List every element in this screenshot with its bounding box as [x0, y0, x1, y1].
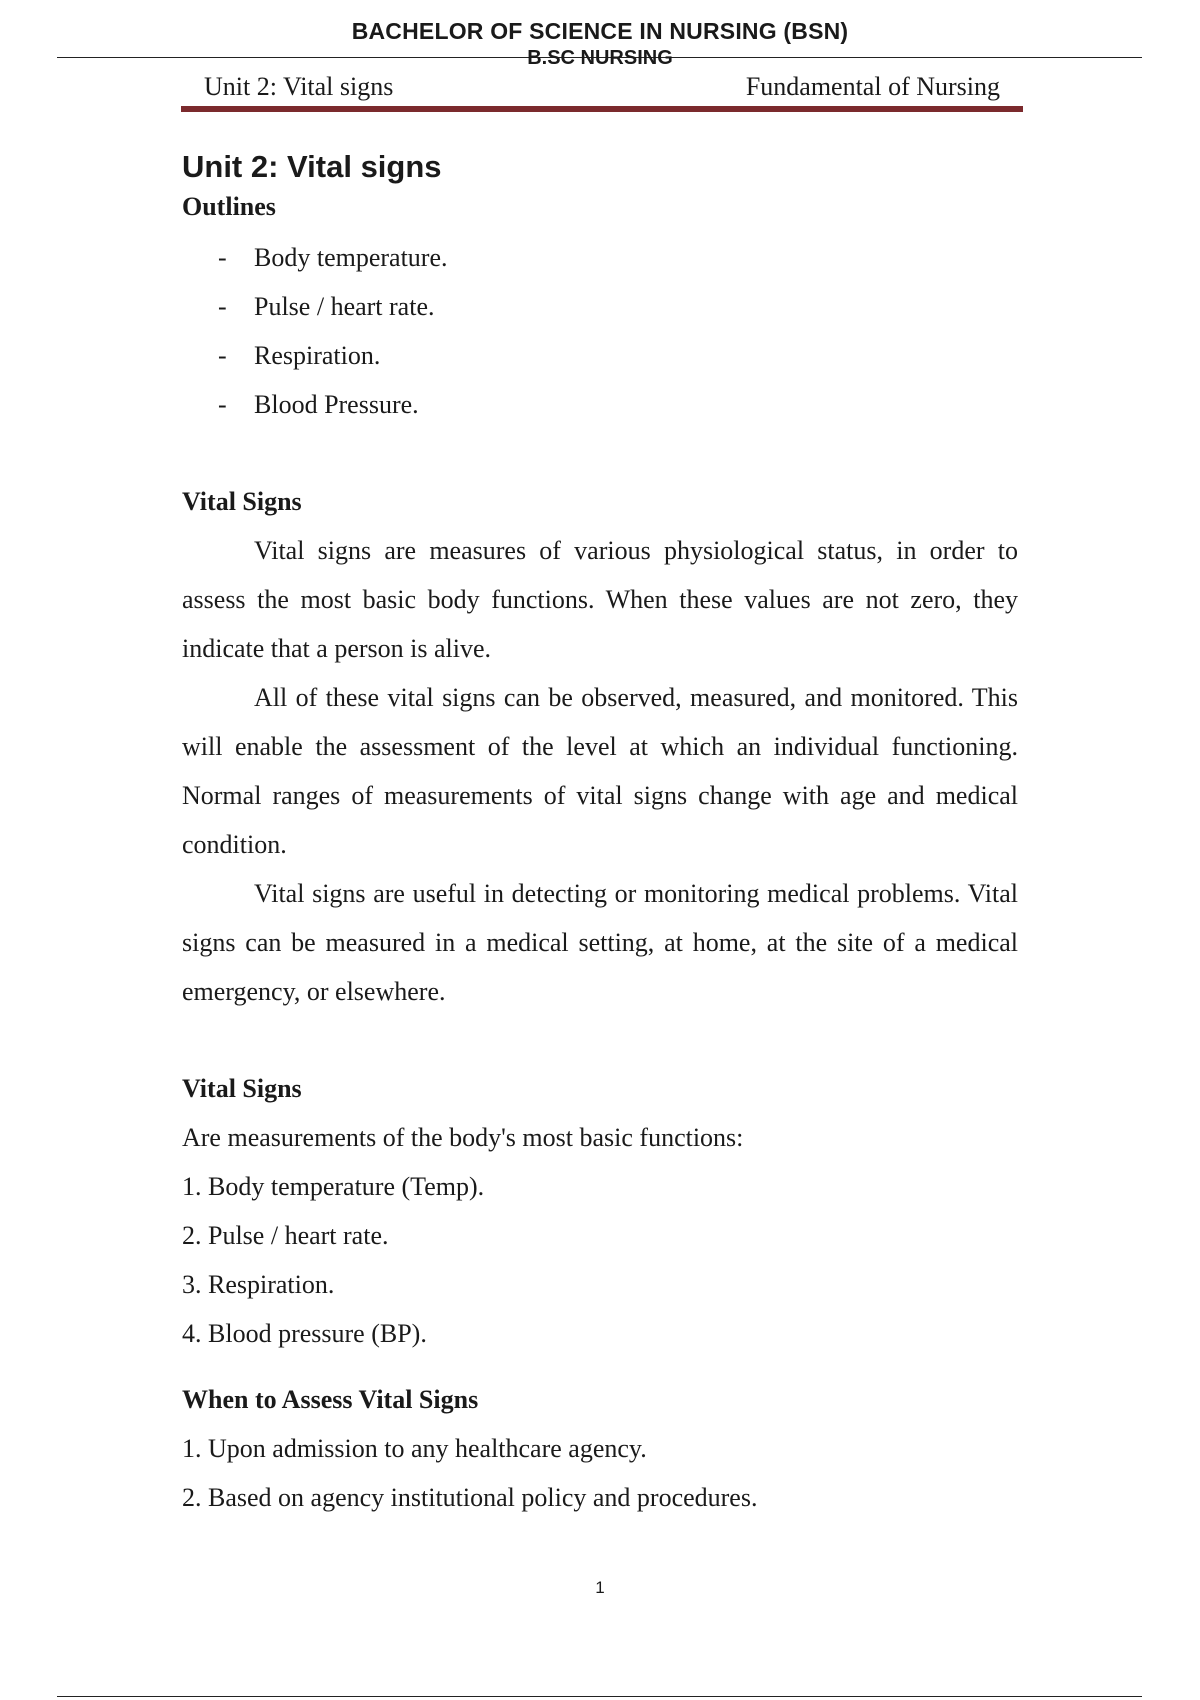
outlines-label: Outlines	[182, 192, 276, 221]
document-header-title: BACHELOR OF SCIENCE IN NURSING (BSN)	[351, 18, 849, 44]
outline-item: - Blood Pressure.	[182, 380, 1018, 429]
section-heading-vital-signs-measurements: Vital Signs	[182, 1074, 302, 1103]
paragraph: Vital signs are useful in detecting or monitoring medical problems. Vital signs can be measured in a medical setting, at home, at the site of a medical emergency, or elsewhere.	[182, 879, 1018, 1006]
numbered-item: 2. Based on agency institutional policy and procedures.	[182, 1483, 758, 1512]
outline-item: - Pulse / heart rate.	[182, 282, 1018, 331]
page-number: 1	[595, 1578, 605, 1597]
numbered-item: 1. Upon admission to any healthcare agency.	[182, 1434, 647, 1463]
document-header-subtitle: B.SC NURSING	[527, 47, 673, 69]
paragraph: All of these vital signs can be observed, measured, and monitored. This will enable the assessment of the level at which an individual functioning. Normal ranges of measurements of vital signs change with age and medical condition.	[182, 683, 1018, 859]
unit-title: Unit 2: Vital signs	[182, 149, 442, 184]
numbered-item: 3. Respiration.	[182, 1270, 335, 1299]
numbered-item: 4. Blood pressure (BP).	[182, 1319, 427, 1348]
section-heading-when-to-assess: When to Assess Vital Signs	[182, 1385, 479, 1414]
running-head-unit: Unit 2: Vital signs	[204, 72, 394, 101]
section-intro: Are measurements of the body's most basic functions:	[182, 1123, 744, 1152]
outline-list	[182, 233, 1018, 429]
running-head-course: Fundamental of Nursing	[745, 72, 1000, 101]
page-content	[182, 145, 1018, 1522]
footer-rule	[57, 1696, 1142, 1697]
numbered-item: 2. Pulse / heart rate.	[182, 1221, 389, 1250]
section-heading-vital-signs: Vital Signs	[182, 487, 302, 516]
running-head-rule	[181, 106, 1023, 112]
numbered-item: 1. Body temperature (Temp).	[182, 1172, 485, 1201]
outline-item: - Body temperature.	[182, 233, 1018, 282]
outline-item: - Respiration.	[182, 331, 1018, 380]
paragraph: Vital signs are measures of various physiological status, in order to assess the most basic body functions. When these values are not zero, they indicate that a person is alive.	[182, 536, 1018, 663]
